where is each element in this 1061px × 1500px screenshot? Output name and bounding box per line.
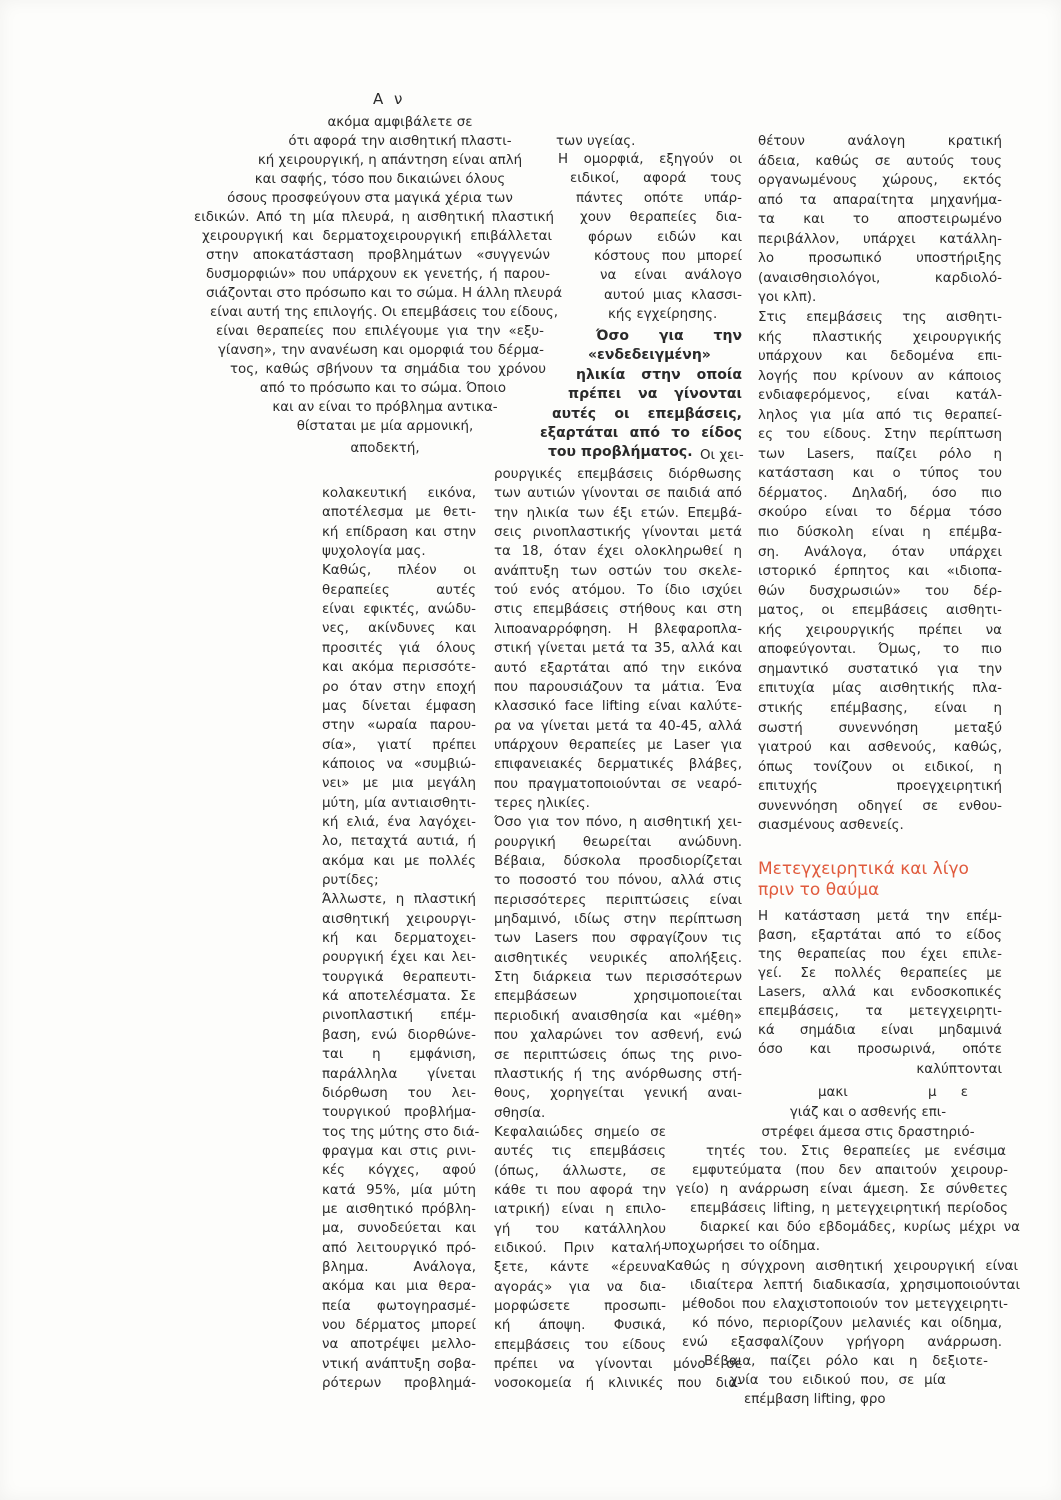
after-heading-line-11: γιάζ και ο ασθενής επι- bbox=[789, 1105, 947, 1120]
middle-line-7: να είναι ανάλογο bbox=[600, 268, 742, 284]
middle-line-46: περιοδική αναισθησία και «μέθη» bbox=[494, 1008, 742, 1024]
after-heading-line-1: βαση, εξαρτάται από το είδος bbox=[758, 928, 1002, 943]
right-line-34: συνεννόηση οδηγεί σε ενθου- bbox=[758, 798, 1002, 814]
middle-line-22: τα 18, όταν έχει ολοκληρωθεί η bbox=[494, 544, 742, 560]
left-line-50: τουργικού προβλήμα- bbox=[322, 1105, 476, 1121]
after-heading-line-20: ιδιαίτερα λεπτή διαδικασία, χρησιμοποιούνται bbox=[690, 1278, 1020, 1293]
after-heading-line-8: καλύπτονται bbox=[916, 1062, 1002, 1077]
left-line-1: ότι αφορά την αισθητική πλαστι- bbox=[288, 134, 512, 149]
right-line-24: ματος, οι επεμβάσεις αισθητι- bbox=[758, 603, 1002, 619]
middle-line-3: πάντες οπότε υπάρ- bbox=[576, 190, 742, 206]
middle-bold-line-15: εξαρτάται από το είδος bbox=[540, 425, 742, 441]
left-line-49: διόρθωση του λει- bbox=[322, 1085, 476, 1101]
right-line-9: Στις επεμβάσεις της αισθητι- bbox=[758, 309, 1002, 325]
middle-line-4: χουν θεραπείες δια- bbox=[580, 210, 742, 226]
middle-line-27: στική γίνεται μετά τα 35, αλλά και bbox=[494, 641, 742, 657]
after-heading-line-24: Βέβαια, παίζει ρόλο και η δεξιοτε- bbox=[704, 1354, 988, 1369]
middle-line-61: μορφώσετε προσωπι- bbox=[494, 1299, 666, 1315]
right-line-5: περιβάλλον, υπάρχει κατάλλη- bbox=[758, 231, 1002, 247]
middle-line-59: ξετε, κάντε «έρευνα bbox=[494, 1260, 666, 1276]
middle-line-53: αυτές τις επεμβάσεις bbox=[494, 1144, 666, 1160]
after-heading-line-9: μακι bbox=[818, 1085, 848, 1100]
middle-line-36: Όσο για τον πόνο, η αισθητική χει- bbox=[494, 815, 742, 831]
middle-line-28: αυτό εξαρτάται από την εικόνα bbox=[494, 660, 742, 676]
left-line-39: Άλλωστε, η πλαστική bbox=[322, 892, 476, 908]
left-line-44: κά αποτελέσματα. Σε bbox=[322, 989, 476, 1005]
left-line-30: στην «ωραία παρου- bbox=[322, 718, 476, 734]
right-line-35: σιασμένους ασθενείς. bbox=[758, 818, 904, 834]
left-line-27: και ακόμα περισσότε- bbox=[322, 660, 476, 676]
middle-bold-line-11: «ενδεδειγμένη» bbox=[588, 347, 711, 363]
left-line-38: ρυτίδες; bbox=[322, 873, 379, 888]
middle-line-20: την ηλικία των έξι ετών. Επεμβά- bbox=[494, 505, 742, 521]
middle-line-0: των υγείας. bbox=[556, 134, 636, 149]
left-line-48: παράλληλα γίνεται bbox=[322, 1066, 476, 1082]
middle-line-55: κάθε τι που αφορά την bbox=[494, 1182, 666, 1198]
right-line-18: δέρματος. Δηλαδή, όσο πιο bbox=[758, 485, 1002, 501]
middle-line-58: ειδικού. Πριν καταλή- bbox=[494, 1241, 666, 1256]
left-line-21: ψυχολογία μας. bbox=[322, 544, 426, 560]
left-line-41: κή και δερματοχει- bbox=[322, 931, 476, 947]
after-heading-line-3: γεί. Σε πολλές θεραπείες με bbox=[758, 966, 1002, 981]
middle-line-2: ειδικοί, αφορά τους bbox=[570, 171, 742, 187]
middle-bold-line-10: Όσο για την bbox=[596, 328, 742, 344]
left-line-28: ρο όταν στην εποχή bbox=[322, 679, 476, 695]
after-heading-line-22: κό πόνο, περιορίζουν μελανιές και οίδημα, bbox=[692, 1316, 1002, 1331]
middle-line-45: επεμβάσεων χρησιμοποιείται bbox=[494, 989, 742, 1005]
after-heading-line-17: διαρκεί και δύο εβδομάδες, κυρίως μέχρι να bbox=[700, 1220, 1020, 1235]
left-line-45: ρινοπλαστική επέμ- bbox=[322, 1008, 476, 1024]
middle-line-49: πλαστικής ή της ανόρθωσης στή- bbox=[494, 1066, 742, 1082]
middle-line-38: Βέβαια, δύσκολα προσδιορίζεται bbox=[494, 854, 742, 869]
right-line-8: γοι κλπ). bbox=[758, 290, 817, 306]
left-line-42: ρουργική έχει και λει- bbox=[322, 950, 476, 966]
middle-line-64: πρέπει να γίνονται μόνο σε bbox=[494, 1357, 742, 1373]
middle-line-29: που παρουσιάζουν τα μάτια. Ένα bbox=[494, 679, 742, 695]
left-line-52: φραγμα και στις ρινι- bbox=[322, 1143, 476, 1159]
middle-line-18: ρουργικές επεμβάσεις διόρθωσης bbox=[494, 467, 742, 482]
middle-line-62: κή άποψη. Φυσικά, bbox=[494, 1318, 666, 1334]
right-line-7: (αναισθησιολόγοι, καρδιολό- bbox=[758, 270, 1002, 286]
right-line-20: πιο δύσκολη είναι η επέμβα- bbox=[758, 525, 1002, 540]
right-line-23: θών δυσχρωσιών» του δέρ- bbox=[758, 583, 1002, 599]
left-line-33: νει» με μια μεγάλη bbox=[322, 776, 476, 792]
left-line-54: κατά 95%, μία μύτη bbox=[322, 1182, 476, 1198]
middle-line-24: τού ενός ατόμου. Το ίδιο ισχύει bbox=[494, 583, 742, 599]
right-line-11: υπάρχουν και δεδομένα επι- bbox=[758, 349, 1002, 365]
left-line-8: δυσμορφιών» που υπάρχουν εκ γενετής, ή παρου- bbox=[206, 267, 550, 282]
right-line-0: θέτουν ανάλογη κρατική bbox=[758, 134, 1002, 149]
left-line-25: νες, ακίνδυνες και bbox=[322, 621, 476, 637]
left-line-60: πεία φωτογηρασμέ- bbox=[322, 1298, 476, 1314]
middle-line-47: που χαλαρώνει τον ασθενή, ενώ bbox=[494, 1028, 742, 1044]
right-line-31: γιατρού και ασθενούς, καθώς, bbox=[758, 740, 1002, 756]
left-line-19: αποτέλεσμα με θετι- bbox=[322, 505, 476, 521]
middle-line-19: των αυτιών γίνονται σε παιδιά από bbox=[494, 486, 742, 502]
left-line-26: προσιτές γιά όλους bbox=[322, 640, 476, 656]
after-heading-line-2: της θεραπείας που έχει επιλε- bbox=[758, 947, 1002, 962]
middle-line-51: σθησία. bbox=[494, 1105, 546, 1121]
left-line-7: στην αποκατάσταση προβλημάτων «συγγενών bbox=[206, 248, 550, 263]
middle-line-17: Οι χει- bbox=[700, 448, 744, 463]
right-line-17: κατάσταση και ο τύπος του bbox=[758, 466, 1002, 482]
left-line-2: κή χειρουργική, η απάντηση είναι απλή bbox=[257, 153, 523, 168]
middle-line-23: ανάπτυξη των οστών του σκελε- bbox=[494, 563, 742, 579]
right-line-21: ση. Ανάλογα, όταν υπάρχει bbox=[758, 544, 1002, 560]
after-heading-line-0: Η κατάσταση μετά την επέμ- bbox=[758, 909, 1002, 924]
middle-line-33: επιφανειακές δερματικές βλάβες, bbox=[494, 757, 742, 773]
middle-line-31: ρα να γίνεται μετά τα 40-45, αλλά bbox=[494, 718, 742, 734]
right-line-27: σημαντικό συστατικό για την bbox=[758, 661, 1002, 677]
left-line-13: τος, καθώς σβήνουν τα σημάδια του χρόνου bbox=[230, 362, 546, 377]
left-line-14: από το πρόσωπο και το σώμα. Όποιο bbox=[259, 381, 507, 396]
middle-line-50: θους, χορηγείται γενική αναι- bbox=[494, 1086, 742, 1102]
left-line-18: κολακευτική εικόνα, bbox=[322, 486, 476, 501]
right-line-25: κής χειρουργικής πρέπει να bbox=[758, 622, 1002, 638]
left-line-61: νου δέρματος μπορεί bbox=[322, 1318, 476, 1334]
left-line-22: Καθώς, πλέον οι bbox=[322, 563, 476, 579]
right-line-13: ενδιαφερόμενος, είναι κατάλ- bbox=[758, 388, 1002, 404]
left-line-59: ακόμα και μια θερα- bbox=[322, 1279, 476, 1295]
left-line-40: αισθητική χειρουργι- bbox=[322, 911, 476, 927]
left-line-12: γίανση», την ανανέωση και ομορφιά του δέρμα- bbox=[218, 343, 544, 358]
middle-line-65: νοσοκομεία ή κλινικές που δια- bbox=[494, 1376, 742, 1392]
middle-line-57: γή του κατάλληλου bbox=[494, 1221, 666, 1237]
middle-line-63: επεμβάσεις του είδους bbox=[494, 1337, 666, 1353]
right-line-12: λογής που κρίνουν αν κάποιος bbox=[758, 368, 1002, 384]
subheading-line-2: πριν το θαύμα bbox=[758, 880, 880, 900]
middle-line-56: ιατρική) είναι η επιλο- bbox=[494, 1202, 666, 1218]
left-line-6: χειρουργική και δερματοχειρουργική επιβάλλεται bbox=[202, 229, 552, 244]
after-heading-line-12: στρέφει άμεσα στις δραστηριό- bbox=[761, 1125, 975, 1140]
left-line-35: κή ελιά, ένα λαγόχει- bbox=[322, 814, 476, 830]
intro-letters: Α ν bbox=[373, 90, 406, 108]
after-heading-line-6: κά σημάδια είναι μηδαμινά bbox=[758, 1023, 1002, 1038]
left-line-43: τουργικά θεραπευτι- bbox=[322, 969, 476, 985]
middle-line-26: λιποαναρρόφηση. Η βλεφαροπλα- bbox=[494, 621, 742, 637]
right-line-2: οργανωμένους χώρους, εκτός bbox=[758, 173, 1002, 189]
after-heading-line-25: χνία του ειδικού που, σε μία bbox=[730, 1373, 946, 1388]
middle-bold-line-12: ηλικία στην οποία bbox=[576, 367, 742, 383]
right-line-3: από τα απαραίτητα μηχανήμα- bbox=[758, 192, 1002, 208]
left-line-63: ντική ανάπτυξη σοβα- bbox=[322, 1356, 476, 1372]
left-line-29: μας δίνεται έμφαση bbox=[322, 698, 476, 714]
middle-line-41: μηδαμινό, ιδίως στην περίπτωση bbox=[494, 912, 742, 928]
right-line-1: άδεια, καθώς σε αυτούς τους bbox=[758, 153, 1002, 169]
right-line-22: ιστορικό έρπητος και «ιδιοπα- bbox=[758, 564, 1002, 580]
after-heading-line-23: ενώ εξασφαλίζουν γρήγορη ανάρρωση. bbox=[682, 1335, 1002, 1350]
right-line-30: σωστή συνεννόηση μεταξύ bbox=[758, 720, 1002, 736]
left-line-53: κές κόγχες, αφού bbox=[322, 1163, 476, 1179]
middle-line-42: των Lasers που σφραγίζουν τις bbox=[494, 931, 742, 947]
after-heading-line-26: επέμβαση lifting, φρο bbox=[744, 1392, 886, 1407]
left-line-4: όσους προσφεύγουν στα μαγικά χέρια των bbox=[227, 191, 513, 206]
left-line-62: να αποτρέψει μελλο- bbox=[322, 1337, 476, 1353]
middle-line-32: υπάρχουν θεραπείες με Laser για bbox=[494, 737, 742, 753]
middle-line-39: το ποσοστό του πόνου, αλλά στις bbox=[494, 873, 742, 889]
left-line-57: από λειτουργικό πρό- bbox=[322, 1240, 476, 1256]
middle-line-25: στις επεμβάσεις στήθους και στη bbox=[494, 602, 742, 618]
left-line-0: ακόμα αμφιβάλετε σε bbox=[327, 115, 473, 130]
right-line-14: ληλος για μία από τις θεραπεί- bbox=[758, 407, 1002, 423]
right-line-28: επιτυχία μίας αισθητικής πλα- bbox=[758, 681, 1002, 697]
left-line-36: λο, πεταχτά αυτιά, ή bbox=[322, 834, 476, 850]
middle-line-6: κόστους που μπορεί bbox=[594, 249, 742, 264]
left-line-10: είναι αυτή της επιλογής. Οι επεμβάσεις του είδους, bbox=[210, 305, 559, 320]
left-line-56: μα, συνοδεύεται και bbox=[322, 1221, 476, 1237]
left-line-51: τος της μύτης στο διά- bbox=[322, 1124, 480, 1140]
middle-line-40: περισσότερες περιπτώσεις είναι bbox=[494, 892, 742, 908]
right-line-6: λο προσωπικό υποστήριξης bbox=[758, 251, 1002, 267]
left-line-16: θίσταται με μία αρμονική, bbox=[296, 419, 474, 434]
right-line-10: κής πλαστικής χειρουργικής bbox=[758, 329, 1002, 345]
middle-line-48: σε περιπτώσεις όπως της ρινο- bbox=[494, 1047, 742, 1063]
after-heading-line-5: επεμβάσεις, τα μετεγχειρητι- bbox=[758, 1004, 1002, 1019]
after-heading-line-18: υποχωρήσει το οίδημα. bbox=[664, 1239, 820, 1254]
left-line-11: είναι θεραπείες που επιλέγουμε για την «εξυ- bbox=[216, 324, 544, 339]
right-line-32: όπως τονίζουν οι ειδικοί, η bbox=[758, 759, 1002, 775]
left-line-58: βλημα. Ανάλογα, bbox=[322, 1260, 476, 1275]
middle-line-8: αυτού μιας κλασσι- bbox=[604, 287, 742, 303]
right-line-33: επιτυχής προεγχειρητική bbox=[758, 779, 1002, 795]
middle-line-60: αγοράς» για να δια- bbox=[494, 1279, 666, 1295]
middle-line-9: κής εγχείρησης. bbox=[608, 307, 718, 323]
subheading-line-1: Μετεγχειρητικά και λίγο bbox=[758, 859, 969, 879]
after-heading-line-16: επεμβάσεις lifting, η μετεγχειρητική περίοδος bbox=[690, 1201, 1008, 1216]
middle-bold-line-13: πρέπει να γίνονται bbox=[568, 386, 742, 402]
left-line-32: κάποιος να «συμβιώ- bbox=[322, 756, 476, 772]
middle-line-52: Κεφαλαιώδες σημείο σε bbox=[494, 1124, 666, 1140]
left-line-3: και σαφής, τόσο που δικαιώνει όλους bbox=[254, 172, 506, 187]
right-line-15: ες του είδους. Στην περίπτωση bbox=[758, 427, 1002, 443]
after-heading-line-7: όσο και προσωρινά, οπότε bbox=[758, 1042, 1002, 1057]
left-line-5: ειδικών. Από τη μία πλευρά, η αισθητική πλαστική bbox=[194, 210, 554, 225]
left-line-24: είναι εφικτές, ανώδυ- bbox=[322, 602, 476, 618]
left-line-9: σιάζονται στο πρόσωπο και το σώμα. Η άλλη πλευρά bbox=[206, 286, 563, 301]
after-heading-line-19: Καθώς η σύγχρονη αισθητική χειρουργική είναι bbox=[666, 1259, 1018, 1274]
middle-line-5: φόρων ειδών και bbox=[588, 229, 742, 245]
right-line-19: σκούρο είναι το δέρμα τόσο bbox=[758, 505, 1002, 521]
right-line-26: αποφεύγονται. Όμως, το πιο bbox=[758, 642, 1002, 658]
middle-line-43: αισθητικές νευρικές απολήξεις. bbox=[494, 950, 742, 966]
left-line-64: ρότερων προβλημά- bbox=[322, 1376, 476, 1392]
after-heading-line-13: τητές του. Στις θεραπείες με ενέσιμα bbox=[706, 1144, 1006, 1159]
after-heading-line-10: μ ε bbox=[928, 1085, 968, 1100]
left-line-46: βαση, ενώ διορθώνε- bbox=[322, 1027, 476, 1043]
after-heading-line-21: μέθοδοι που ελαχιστοποιούν τον μετεγχειρητι- bbox=[682, 1297, 1008, 1312]
left-line-15: και αν είναι το πρόβλημα αντικα- bbox=[272, 400, 498, 415]
right-line-29: στικής επέμβασης, είναι η bbox=[758, 700, 1002, 716]
middle-line-34: που πραγματοποιούνται σε νεαρό- bbox=[494, 776, 742, 792]
right-line-16: των Lasers, παίζει ρόλο η bbox=[758, 446, 1002, 462]
left-line-17: αποδεκτή, bbox=[350, 441, 420, 456]
after-heading-line-4: Lasers, αλλά και ενδοσκοπικές bbox=[758, 985, 1002, 1000]
middle-line-37: ρουργική θεωρείται ανώδυνη. bbox=[494, 834, 742, 850]
middle-line-44: Στη διάρκεια των περισσότερων bbox=[494, 970, 742, 986]
middle-line-21: σεις ρινοπλαστικής γίνονται μετά bbox=[494, 525, 742, 541]
right-line-4: τα και το αποστειρωμένο bbox=[758, 212, 1002, 228]
middle-bold-line-16: του προβλήματος. bbox=[548, 444, 693, 460]
middle-line-54: (όπως, άλλωστε, σε bbox=[494, 1163, 666, 1179]
left-line-55: με αισθητικό πρόβλη- bbox=[322, 1201, 476, 1217]
after-heading-line-15: γείο) η ανάρρωση είναι άμεση. Σε σύνθετες bbox=[676, 1182, 1008, 1197]
middle-bold-line-14: αυτές οι επεμβάσεις, bbox=[552, 406, 742, 422]
left-line-23: θεραπείες αυτές bbox=[322, 582, 476, 598]
left-line-34: μύτη, μία αντιαισθητι- bbox=[322, 795, 476, 811]
left-line-20: κή επίδραση και στην bbox=[322, 524, 476, 540]
after-heading-line-14: εμφυτεύματα (που δεν απαιτούν χειρουρ- bbox=[692, 1163, 1008, 1178]
middle-line-35: τερες ηλικίες. bbox=[494, 795, 590, 811]
left-line-31: σία», γιατί πρέπει bbox=[322, 737, 476, 753]
left-line-37: ακόμα και με πολλές bbox=[322, 853, 476, 869]
middle-line-30: κλασσικό face lifting είναι καλύτε- bbox=[494, 699, 742, 715]
left-line-47: ται η εμφάνιση, bbox=[322, 1047, 476, 1063]
middle-line-1: Η ομορφιά, εξηγούν οι bbox=[558, 152, 742, 167]
